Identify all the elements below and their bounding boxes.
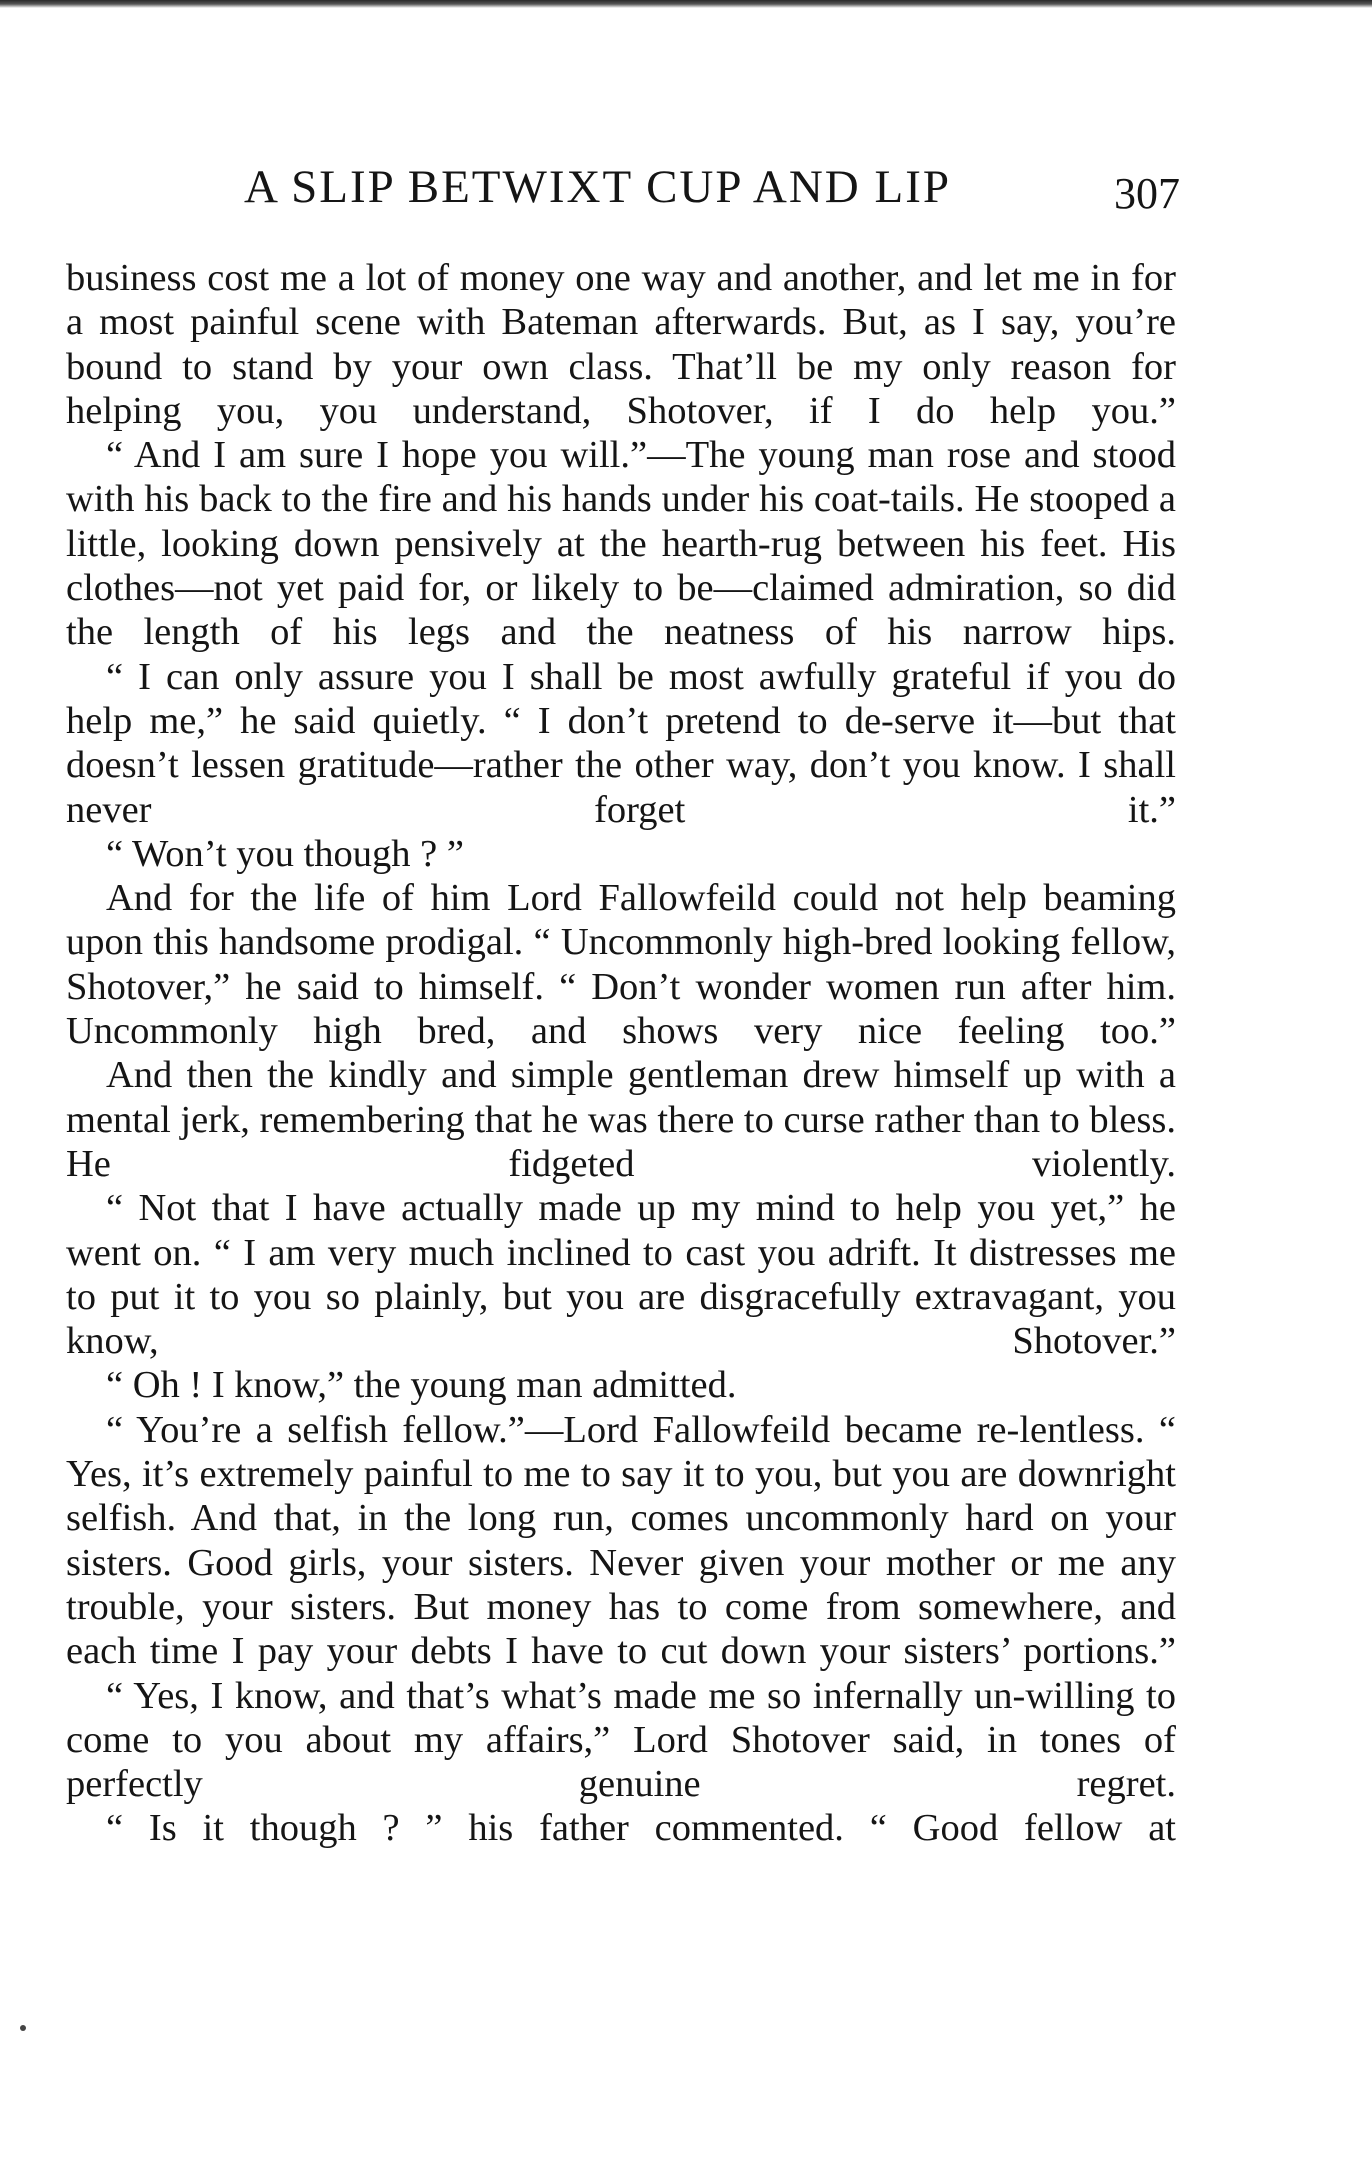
- running-title: A SLIP BETWIXT CUP AND LIP: [244, 161, 951, 213]
- paragraph: “ Not that I have actually made up my mind to help you yet,” he went on. “ I am very much inclined to cast you adrift. It distresses me to put it to you so plainly, but you are disgracefully extravagant, you know, Shotover.”: [66, 1187, 1176, 1363]
- page-top-edge: [0, 0, 1372, 8]
- paragraph: business cost me a lot of money one way and another, and let me in for a most painful scene with Bateman afterwards. But, as I say, you’re bound to stand by your own class. That’ll be my only reason for helping you, you understand, Shotover, if I do help you.”: [66, 257, 1176, 432]
- page-header: [64, 160, 1180, 220]
- paragraph: “ You’re a selfish fellow.”—Lord Fallowfeild became re-lentless. “ Yes, it’s extremely painful to me to say it to you, but you are downright selfish. And that, in the long run, comes uncommonly hard on your sisters. Good girls, your sisters. Never given your mother or me any trouble, your sisters. But money has to come from somewhere, and each time I pay your debts I have to cut down your sisters’ portions.”: [66, 1408, 1176, 1673]
- paragraph: “ And I am sure I hope you will.”—The young man rose and stood with his back to the fire and his hands under his coat-tails. He stooped a little, looking down pensively at the hearth-rug between his feet. His clothes—not yet paid for, or likely to be—claimed admiration, so did the length of his legs and the neatness of his narrow hips.: [66, 434, 1176, 654]
- paragraph: “ Oh ! I know,” the young man admitted.: [106, 1364, 737, 1407]
- paragraph: “ Yes, I know, and that’s what’s made me so infernally un-willing to come to you about my affairs,” Lord Shotover said, in tones of perfectly genuine regret.: [66, 1674, 1176, 1806]
- paragraph: “ Won’t you though ? ”: [106, 832, 464, 875]
- paragraph: And for the life of him Lord Fallowfeild could not help beaming upon this handsome prodigal. “ Uncommonly high-bred looking fellow, Shotover,” he said to himself. “ Don’t wonder women run after him. Uncommonly high bred, and shows very nice feeling too.”: [66, 877, 1176, 1053]
- page-number: 307: [1114, 169, 1180, 218]
- print-speck: [20, 2025, 26, 2031]
- body-text: [66, 256, 1176, 1851]
- paragraph: And then the kindly and simple gentleman drew himself up with a mental jerk, remembering that he was there to curse rather than to bless. He fidgeted violently.: [66, 1054, 1176, 1185]
- paragraph: “ Is it though ? ” his father commented. “ Good fellow at: [106, 1807, 1176, 1850]
- paragraph: “ I can only assure you I shall be most awfully grateful if you do help me,” he said quietly. “ I don’t pretend to de-serve it—but that doesn’t lessen gratitude—rather the other way, don’t you know. I shall never forget it.”: [66, 655, 1176, 831]
